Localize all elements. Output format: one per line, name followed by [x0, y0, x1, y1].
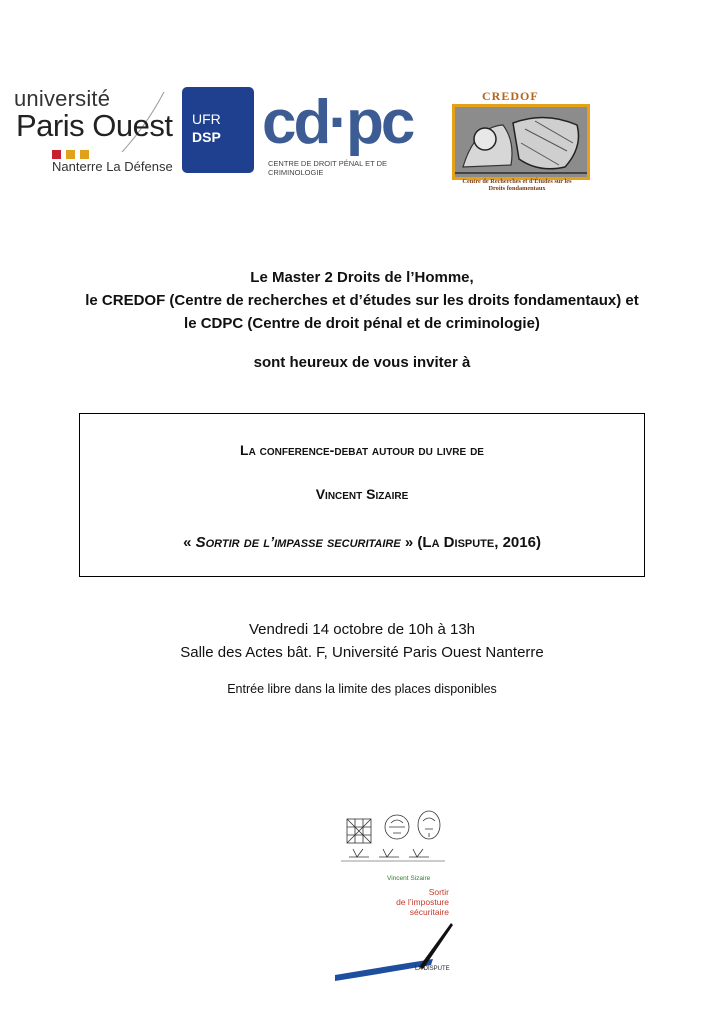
- logo-line-universite: université: [14, 86, 111, 111]
- book-cover-title-line-1: Sortir: [428, 887, 449, 897]
- book-title: Sortir de l’impasse securitaire: [195, 534, 401, 551]
- event-author: Vincent Sizaire: [315, 486, 409, 502]
- logo-square-red: [52, 150, 61, 159]
- event-box: [79, 413, 645, 577]
- book-publisher: (La Dispute, 2016): [417, 534, 541, 551]
- invite-line: sont heureux de vous inviter à: [253, 354, 471, 371]
- book-cover-title: [375, 887, 449, 917]
- credof-caption: Centre de Recherches et d'Études sur les Droits fondamentaux: [462, 178, 572, 192]
- credof-illustration-icon: [452, 104, 590, 180]
- book-cover-title-line-2: de l’imposture: [396, 897, 449, 907]
- event-location: Salle des Actes bât. F, Université Paris Ouest Nanterre: [180, 644, 544, 661]
- credof-logo: [448, 86, 588, 198]
- event-heading: La conference-debat autour du livre de: [240, 442, 484, 458]
- book-cover-author: Vincent Sizaire: [387, 875, 431, 882]
- invitation-intro: [0, 266, 724, 335]
- intro-line-2: le CREDOF (Centre de recherches et d’études sur les droits fondamentaux) et: [85, 292, 639, 309]
- intro-line-1: Le Master 2 Droits de l’Homme,: [250, 269, 474, 286]
- universite-paris-ouest-logo: [14, 86, 174, 180]
- intro-line-3: le CDPC (Centre de droit pénal et de criminologie): [184, 315, 540, 332]
- ufr-label: UFR: [192, 111, 221, 127]
- event-book-title-line: [80, 534, 644, 551]
- entry-note: Entrée libre dans la limite des places disponibles: [227, 682, 497, 696]
- quote-open: «: [183, 534, 196, 551]
- book-cover: [335, 797, 455, 987]
- dsp-label: DSP: [192, 129, 221, 145]
- book-cover-title-line-3: sécuritaire: [409, 907, 449, 917]
- logo-line-nanterre: Nanterre La Défense: [52, 159, 173, 174]
- logo-square-orange: [80, 150, 89, 159]
- book-cover-publisher: LA DISPUTE: [415, 966, 450, 972]
- ufr-dsp-logo: [182, 87, 254, 173]
- event-datetime: Vendredi 14 octobre de 10h à 13h: [248, 621, 476, 638]
- cdpc-logo: [262, 86, 442, 182]
- logo-square-orange: [66, 150, 75, 159]
- credof-title: CREDOF: [482, 89, 539, 103]
- logo-line-paris-ouest: Paris Ouest: [16, 108, 173, 143]
- cdpc-mark: cd·pc: [262, 88, 413, 157]
- cdpc-subtitle: CENTRE DE DROIT PÉNAL ET DE CRIMINOLOGIE: [268, 159, 388, 177]
- quote-close: »: [400, 534, 418, 551]
